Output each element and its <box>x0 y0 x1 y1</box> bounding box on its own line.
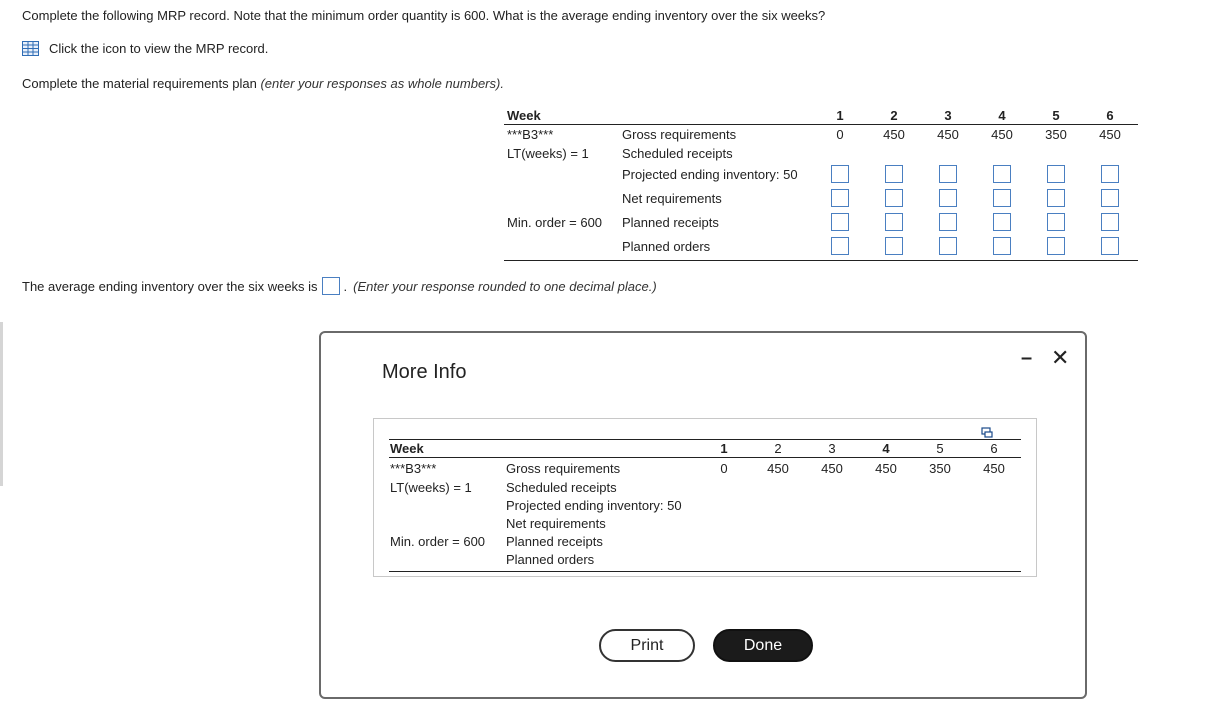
scroll-indicator <box>0 322 3 486</box>
average-text: The average ending inventory over the six weeks is <box>22 278 318 294</box>
dialog-week-header: Week <box>390 441 424 456</box>
instruction-text: Complete the material requirements plan (enter your responses as whole numbers). <box>22 76 504 91</box>
gross-requirement-week-5: 350 <box>1045 127 1067 142</box>
view-mrp-record-link[interactable] <box>22 41 268 56</box>
minimize-icon[interactable]: – <box>1021 347 1033 369</box>
dialog-row-label-planned-orders: Planned orders <box>506 552 595 567</box>
gross-requirement-week-4: 450 <box>991 127 1013 142</box>
planned-receipts-input-week-6[interactable] <box>1101 213 1119 231</box>
dialog-row-label-projected: Projected ending inventory: 50 <box>506 498 682 513</box>
question-text: Complete the following MRP record. Note that the minimum order quantity is 600. What is the average ending inventory over the six weeks? <box>22 8 826 23</box>
print-button[interactable]: Print <box>599 629 695 662</box>
gross-requirement-week-6: 450 <box>1099 127 1121 142</box>
planned-orders-input-week-2[interactable] <box>885 237 903 255</box>
planned-orders-input-week-1[interactable] <box>831 237 849 255</box>
dialog-week-1-header: 1 <box>720 441 728 456</box>
week-4-header: 4 <box>998 108 1006 123</box>
dialog-item-code: ***B3*** <box>390 461 437 476</box>
average-inventory-line <box>22 277 657 295</box>
min-order: Min. order = 600 <box>507 215 603 230</box>
lead-time: LT(weeks) = 1 <box>507 146 589 161</box>
dialog-gross-requirement-week-1: 0 <box>720 461 728 476</box>
net-input-week-6[interactable] <box>1101 189 1119 207</box>
dialog-row-label-net: Net requirements <box>506 516 606 531</box>
dialog-mrp-table <box>373 418 1037 577</box>
net-input-week-3[interactable] <box>939 189 957 207</box>
dialog-gross-requirement-week-5: 350 <box>929 461 951 476</box>
week-2-header: 2 <box>890 108 898 123</box>
projected-input-week-2[interactable] <box>885 165 903 183</box>
dialog-lead-time: LT(weeks) = 1 <box>390 480 472 495</box>
week-header: Week <box>507 108 541 123</box>
projected-input-week-4[interactable] <box>993 165 1011 183</box>
dialog-week-6-header: 6 <box>990 441 998 456</box>
gross-requirement-week-2: 450 <box>883 127 905 142</box>
week-3-header: 3 <box>944 108 952 123</box>
header-divider <box>504 124 1138 125</box>
row-label-planned-receipts: Planned receipts <box>622 215 719 230</box>
dialog-row-label-scheduled: Scheduled receipts <box>506 480 617 495</box>
gross-requirement-week-1: 0 <box>836 127 844 142</box>
net-input-week-2[interactable] <box>885 189 903 207</box>
net-input-week-1[interactable] <box>831 189 849 207</box>
row-label-projected: Projected ending inventory: 50 <box>622 167 798 182</box>
planned-orders-input-week-3[interactable] <box>939 237 957 255</box>
dialog-header-divider <box>389 457 1021 458</box>
row-label-gross: Gross requirements <box>622 127 737 142</box>
dialog-row-label-planned-receipts: Planned receipts <box>506 534 603 549</box>
dialog-week-4-header: 4 <box>882 441 890 456</box>
planned-orders-input-week-5[interactable] <box>1047 237 1065 255</box>
planned-orders-input-week-6[interactable] <box>1101 237 1119 255</box>
mrp-table <box>504 105 1138 261</box>
average-inventory-input[interactable] <box>322 277 340 295</box>
close-icon[interactable]: ✕ <box>1051 345 1070 370</box>
net-input-week-5[interactable] <box>1047 189 1065 207</box>
projected-input-week-6[interactable] <box>1101 165 1119 183</box>
row-label-planned-orders: Planned orders <box>622 239 711 254</box>
projected-input-week-5[interactable] <box>1047 165 1065 183</box>
row-label-scheduled: Scheduled receipts <box>622 146 733 161</box>
copy-icon[interactable] <box>981 427 993 439</box>
instruction-note: (enter your responses as whole numbers). <box>260 76 504 91</box>
grid-table-icon[interactable] <box>22 41 39 56</box>
dialog-week-3-header: 3 <box>828 441 836 456</box>
view-mrp-record-text[interactable]: Click the icon to view the MRP record. <box>49 41 269 56</box>
dialog-row-label-gross: Gross requirements <box>506 461 621 476</box>
dialog-gross-requirement-week-4: 450 <box>875 461 897 476</box>
week-1-header: 1 <box>836 108 844 123</box>
average-period: . <box>343 278 348 294</box>
planned-receipts-input-week-5[interactable] <box>1047 213 1065 231</box>
done-button[interactable]: Done <box>713 629 813 662</box>
planned-receipts-input-week-1[interactable] <box>831 213 849 231</box>
planned-orders-input-week-4[interactable] <box>993 237 1011 255</box>
projected-input-week-3[interactable] <box>939 165 957 183</box>
dialog-bottom-divider <box>389 571 1021 572</box>
planned-receipts-input-week-3[interactable] <box>939 213 957 231</box>
week-5-header: 5 <box>1052 108 1060 123</box>
net-input-week-4[interactable] <box>993 189 1011 207</box>
dialog-title: More Info <box>382 361 467 383</box>
dialog-week-5-header: 5 <box>936 441 944 456</box>
bottom-divider <box>504 260 1138 261</box>
row-label-net: Net requirements <box>622 191 722 206</box>
dialog-gross-requirement-week-3: 450 <box>821 461 843 476</box>
dialog-week-2-header: 2 <box>774 441 782 456</box>
planned-receipts-input-week-4[interactable] <box>993 213 1011 231</box>
dialog-min-order: Min. order = 600 <box>390 534 486 549</box>
item-code: ***B3*** <box>507 127 554 142</box>
dialog-top-divider <box>389 439 1021 440</box>
average-note: (Enter your response rounded to one decimal place.) <box>353 278 657 294</box>
week-6-header: 6 <box>1106 108 1114 123</box>
projected-input-week-1[interactable] <box>831 165 849 183</box>
dialog-gross-requirement-week-2: 450 <box>767 461 789 476</box>
planned-receipts-input-week-2[interactable] <box>885 213 903 231</box>
dialog-gross-requirement-week-6: 450 <box>983 461 1005 476</box>
gross-requirement-week-3: 450 <box>937 127 959 142</box>
more-info-dialog <box>319 331 1087 699</box>
